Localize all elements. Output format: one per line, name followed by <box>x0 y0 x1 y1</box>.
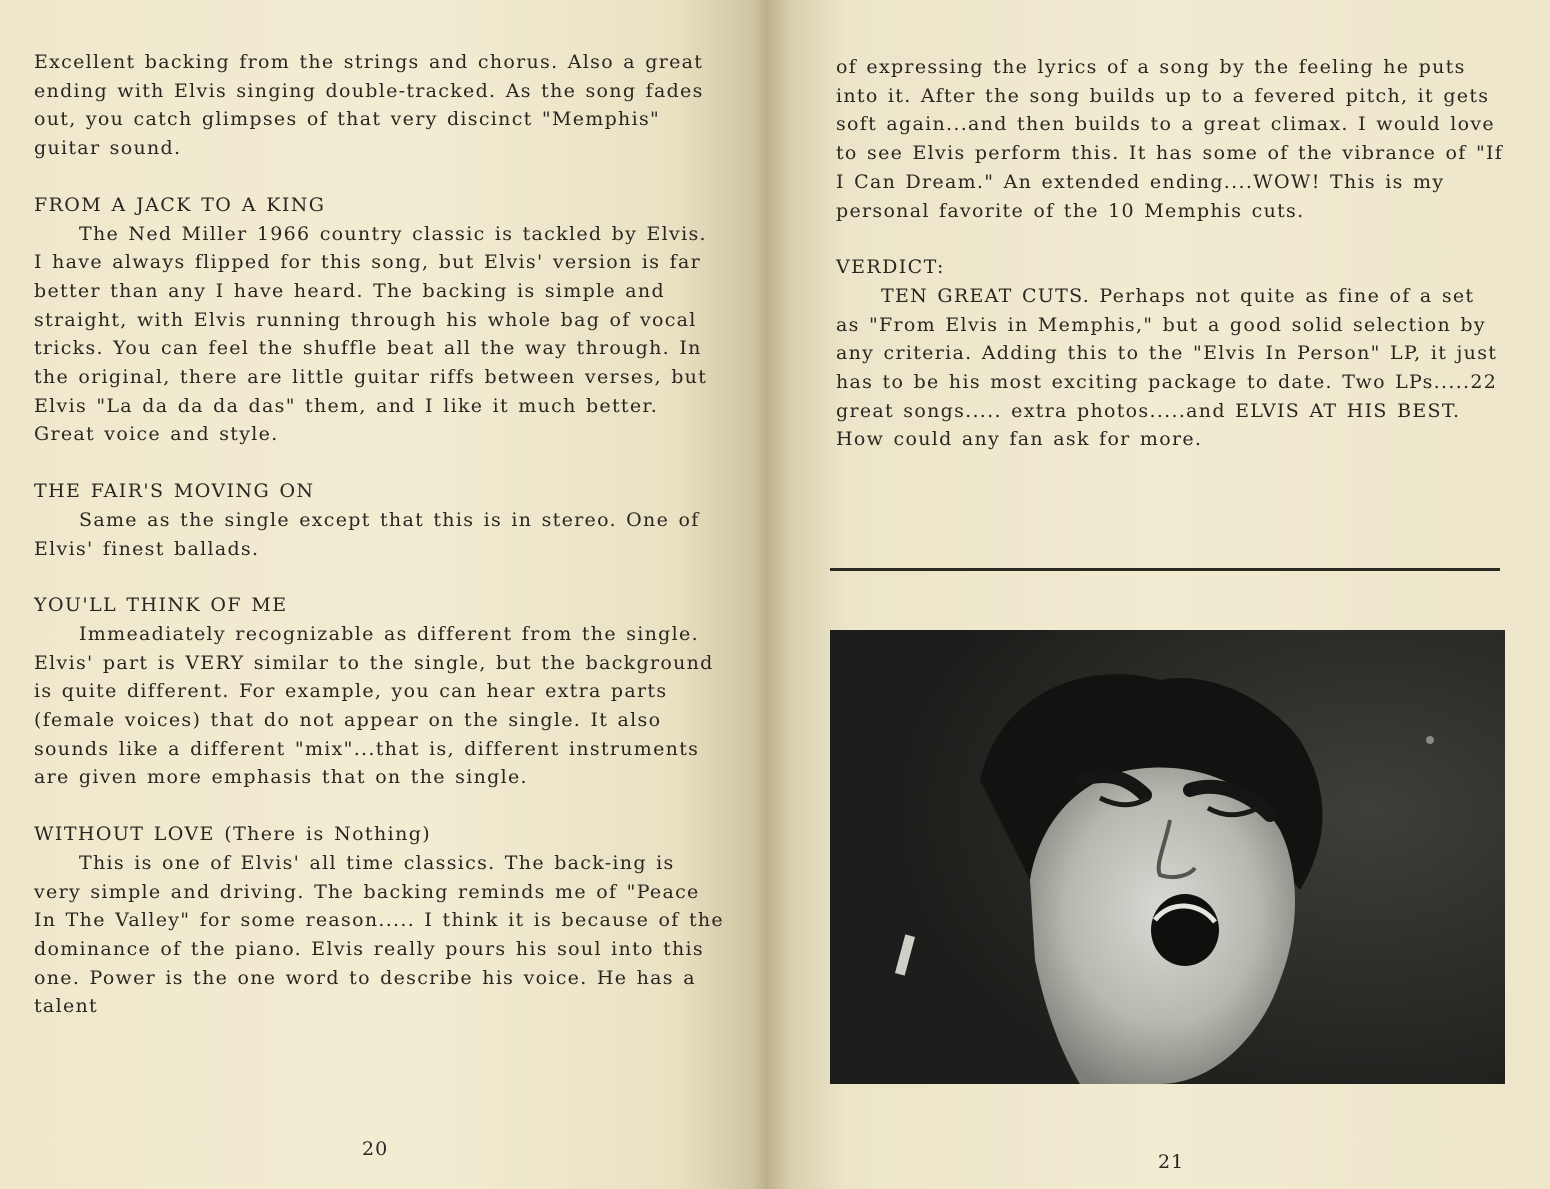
section-body: This is one of Elvis' all time classics. The back-ing is very simple and driving. The backing reminds me of "Peace In The Valley" for some reason..... I think it is because of the dominance of the piano. Elvis really pours his soul into this one. Power is the one word to describe his voice. He has a talent <box>34 851 724 1018</box>
section-body: Same as the single except that this is in stereo. One of Elvis' finest ballads. <box>34 508 700 560</box>
horizontal-rule <box>830 568 1500 571</box>
page-number-left: 20 <box>362 1138 389 1160</box>
section-heading: FROM A JACK TO A KING <box>34 193 326 216</box>
section-without-love <box>34 820 724 1021</box>
right-page-text <box>836 53 1506 454</box>
section-body: Immeadiately recognizable as different from the single. Elvis' part is VERY similar to the single, but the background is quite different. For example, you can hear extra parts (female voices) that do not appear on the single. It also sounds like a different "mix"...that is, different instruments are given more emphasis that on the single. <box>34 622 714 789</box>
section-heading: YOU'LL THINK OF ME <box>34 594 288 617</box>
section-heading: THE FAIR'S MOVING ON <box>34 480 315 503</box>
verdict-section <box>836 253 1506 454</box>
section-youll-think-of-me <box>34 591 724 792</box>
continued-paragraph: of expressing the lyrics of a song by the feeling he puts into it. After the song builds up to a fevered pitch, it gets soft again...and then builds to a great climax. I would love to see Elvis perform this. It has some of the vibrance of "If I Can Dream." An extended ending....WOW! This is my personal favorite of the 10 Memphis cuts. <box>836 56 1504 222</box>
section-body: The Ned Miller 1966 country classic is tackled by Elvis. I have always flipped for this song, but Elvis' version is far better than any I have heard. The backing is simple and straight, with Elvis running through his whole bag of vocal tricks. You can feel the shuffle beat all the way through. In the original, there are little guitar riffs between verses, but Elvis "La da da da das" them, and I like it much better. Great voice and style. <box>34 222 708 446</box>
intro-section <box>34 48 724 163</box>
verdict-heading: VERDICT: <box>836 256 945 279</box>
section-heading: WITHOUT LOVE (There is Nothing) <box>34 823 432 846</box>
section-from-a-jack-to-a-king <box>34 191 724 449</box>
intro-paragraph: Excellent backing from the strings and chorus. Also a great ending with Elvis singing double-tracked. As the song fades out, you catch glimpses of that very discinct "Memphis" guitar sound. <box>34 51 704 160</box>
photo-elvis-singing <box>830 630 1505 1084</box>
continued-section <box>836 53 1506 225</box>
section-the-fairs-moving-on <box>34 477 724 563</box>
left-page-text <box>34 48 724 1021</box>
page-number-right: 21 <box>1158 1151 1185 1173</box>
verdict-body: TEN GREAT CUTS. Perhaps not quite as fine of a set as "From Elvis in Memphis," but a good solid selection by any criteria. Adding this to the "Elvis In Person" LP, it just has to be his most exciting package to date. Two LPs.....22 great songs..... extra photos.....and ELVIS AT HIS BEST. How could any fan ask for more. <box>836 284 1498 451</box>
photo-illustration <box>830 630 1505 1084</box>
